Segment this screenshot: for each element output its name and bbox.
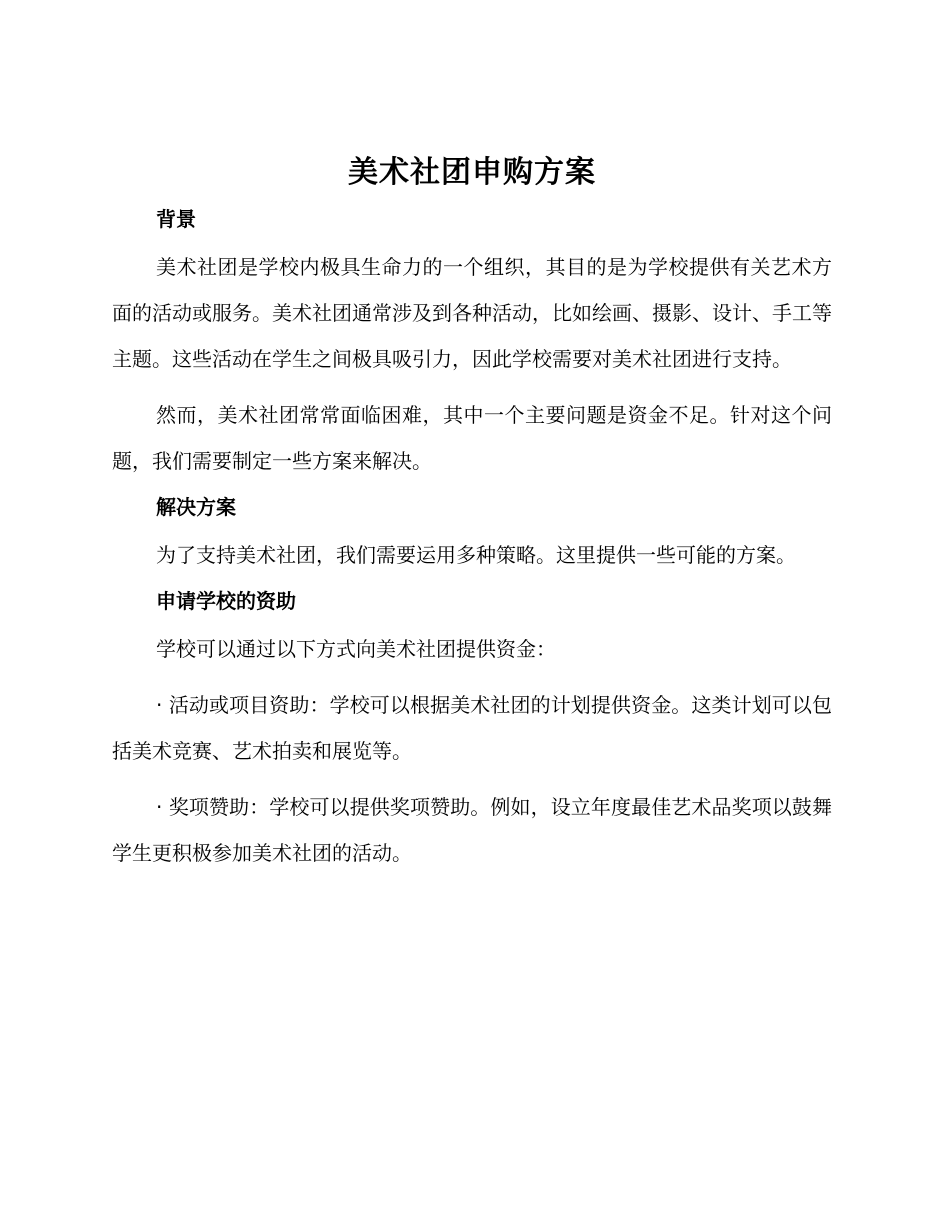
section-heading-school-funding: 申请学校的资助 bbox=[156, 589, 296, 613]
paragraph: 学校可以通过以下方式向美术社团提供资金： bbox=[156, 637, 556, 661]
paragraph: 为了支持美术社团，我们需要运用多种策略。这里提供一些可能的方案。 bbox=[156, 543, 796, 567]
paragraph: 美术社团是学校内极具生命力的一个组织，其目的是为学校提供有关艺术方面的活动或服务。美术社团通常涉及到各种活动，比如绘画、摄影、设计、手工等主题。这些活动在学生之间极具吸引力，因此学校需要对美术社团进行支持。 bbox=[112, 255, 832, 371]
section-heading-solutions: 解决方案 bbox=[156, 495, 236, 519]
document-title: 美术社团申购方案 bbox=[348, 155, 596, 190]
document-page bbox=[112, 150, 832, 886]
section-heading-background: 背景 bbox=[156, 207, 196, 231]
bullet-item: · 奖项赞助：学校可以提供奖项赞助。例如，设立年度最佳艺术品奖项以鼓舞学生更积极参加美术社团的活动。 bbox=[112, 795, 832, 865]
paragraph: 然而，美术社团常常面临困难，其中一个主要问题是资金不足。针对这个问题，我们需要制定一些方案来解决。 bbox=[112, 403, 832, 473]
bullet-item: · 活动或项目资助：学校可以根据美术社团的计划提供资金。这类计划可以包括美术竞赛、艺术拍卖和展览等。 bbox=[112, 693, 832, 763]
